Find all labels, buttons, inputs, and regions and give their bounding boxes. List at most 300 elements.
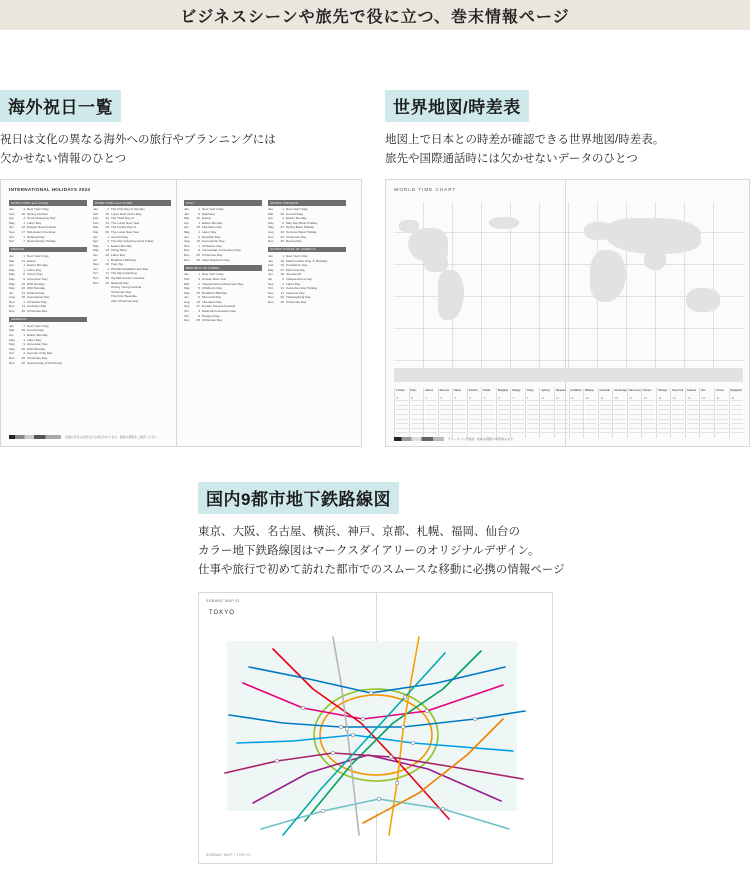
holiday-name: The Fourth Day of	[111, 225, 136, 230]
holiday-name: Summer Bank Holiday	[286, 230, 317, 235]
holiday-name: Christmas Day	[202, 318, 223, 323]
timezone-city-name: Bangkok	[497, 389, 508, 392]
subway-heading: 国内9都市地下鉄路線図	[198, 482, 399, 514]
holiday-row	[9, 309, 87, 314]
holiday-month: Dec	[184, 253, 190, 258]
holiday-day: 25	[196, 318, 200, 323]
holidays-description-line-2: 欠かせない情報のひとつ	[0, 153, 127, 165]
holiday-name: National Day	[27, 234, 45, 239]
holiday-day: 9	[198, 313, 200, 318]
holiday-name: Liberation Day	[202, 225, 222, 230]
holiday-name: Tuen Ng	[111, 262, 123, 267]
holiday-day: 1	[198, 230, 200, 235]
holiday-day: 1	[23, 263, 25, 268]
holiday-month: Feb	[9, 211, 15, 216]
landmass-india	[644, 250, 666, 270]
holiday-name: Independence Movement Day	[202, 281, 244, 286]
timezone-offset: -20	[585, 397, 589, 400]
timezone-city-name: Moscow	[439, 389, 450, 392]
timezone-hour-row	[541, 432, 553, 437]
holiday-month: Dec	[268, 234, 274, 239]
holiday-name: Chung Yeung Festival	[111, 285, 142, 290]
holiday-name: Easter	[202, 216, 211, 221]
landmass-asia	[606, 218, 701, 254]
holiday-month: Aug	[268, 230, 274, 235]
holiday-day: 1	[107, 257, 109, 262]
holiday-row	[268, 239, 346, 244]
holiday-country-header: GERMANY	[9, 317, 87, 323]
holiday-row	[184, 258, 262, 263]
timezone-offset: -17	[628, 397, 633, 400]
timezone-city-column	[627, 388, 642, 438]
timezone-city-name: Dhaka	[483, 389, 491, 392]
section-worldmap	[385, 90, 750, 447]
holidays-spread-title: INTERNATIONAL HOLIDAYS 2024	[9, 187, 91, 192]
timezone-offset: -3	[483, 397, 486, 400]
holiday-day: 13	[105, 220, 109, 225]
holiday-country-header: ITALY	[184, 200, 262, 206]
holiday-day: 29	[105, 225, 109, 230]
holiday-name: New Year's Day	[286, 207, 308, 212]
holiday-day: 9	[23, 342, 25, 347]
holiday-name: Christmas Day	[27, 355, 48, 360]
holiday-month: May	[93, 243, 99, 248]
holiday-day: 1	[107, 243, 109, 248]
holiday-day: 4	[282, 276, 284, 281]
holiday-day: 19	[21, 281, 25, 286]
holiday-name: New Year's Day	[286, 253, 308, 258]
holiday-name: Second Day of Christmas	[27, 360, 63, 365]
holiday-month: Jun	[184, 234, 189, 239]
holiday-month: Oct	[93, 271, 98, 276]
holiday-name: Whit Monday	[27, 286, 46, 291]
holiday-day: 20	[21, 286, 25, 291]
timezone-city-name: Vancouver	[628, 389, 641, 392]
holiday-month: Jul	[93, 257, 97, 262]
holiday-name: Columbus Day Holiday	[286, 286, 318, 291]
holiday-day: 5	[198, 286, 200, 291]
holiday-day: 26	[21, 360, 25, 365]
holiday-month: Dec	[184, 257, 190, 262]
holiday-name: All Saints' Day	[27, 299, 47, 304]
holiday-month: Jan	[184, 211, 189, 216]
holiday-name: National Day Holiday	[27, 239, 56, 244]
holiday-column	[268, 200, 346, 307]
holiday-month: May	[9, 342, 15, 347]
holiday-day: 27	[280, 225, 284, 230]
timezone-hour-row	[571, 432, 583, 437]
timezone-offset: +1	[541, 397, 545, 400]
holiday-day: 12	[105, 216, 109, 221]
holiday-month: Dec	[184, 318, 190, 323]
holiday-name: Labor Day	[27, 337, 42, 342]
holiday-month: May	[268, 267, 274, 272]
timezone-offset: -12	[701, 397, 705, 400]
holiday-name: Epiphany	[202, 211, 215, 216]
holiday-month: Sep	[184, 304, 190, 309]
subway-heading-wrap	[198, 482, 750, 514]
landmass-south-america	[438, 270, 464, 320]
holiday-day: 25	[280, 299, 284, 304]
timezone-offset: -16	[643, 397, 647, 400]
holiday-row	[93, 299, 171, 304]
timezone-offset: +2	[556, 397, 559, 400]
timezone-hour-row	[585, 432, 597, 437]
holiday-day: 1	[198, 272, 200, 277]
map-meridian	[568, 202, 569, 382]
timezone-city-name: New York	[672, 389, 684, 392]
holiday-month: Jan	[268, 258, 273, 263]
holiday-day: 17	[21, 230, 25, 235]
holiday-month: Dec	[268, 299, 274, 304]
holiday-day: 15	[21, 295, 25, 300]
holiday-month: Nov	[184, 243, 190, 248]
holiday-month: Feb	[268, 263, 274, 268]
holiday-name: Ching Ming	[111, 248, 127, 253]
holiday-day: 17	[196, 304, 200, 309]
timezone-city-name: Chicago	[657, 389, 668, 392]
worldmap-description-line-2: 旅先や国際通話時には欠かせないデータのひとつ	[385, 153, 638, 165]
holiday-name: Ascension Day	[27, 276, 48, 281]
holiday-day: 4	[107, 239, 109, 244]
timezone-offset: -13	[686, 397, 691, 400]
holiday-day	[102, 299, 109, 304]
timezone-city-name: Sydney	[541, 389, 550, 392]
holiday-month: Apr	[268, 216, 273, 221]
timezone-city-name: Rio	[701, 389, 706, 392]
subway-description-line-3: 仕事や旅行で初めて訪れた都市でのスムースな移動に必携の情報ページ	[198, 564, 565, 576]
holiday-name: Easter Monday	[27, 263, 48, 268]
holiday-day: 25	[280, 234, 284, 239]
holiday-month: May	[9, 286, 15, 291]
worldmap-description	[385, 131, 750, 169]
timezone-city-name: Midway	[585, 389, 594, 392]
timezone-city-column	[438, 388, 453, 438]
holiday-day: 25	[21, 309, 25, 314]
holiday-column	[93, 200, 171, 307]
timezone-city-name: Caracas	[686, 389, 697, 392]
holiday-day: 1	[198, 281, 200, 286]
holiday-name: Easter Monday	[286, 216, 307, 221]
holiday-month: Dec	[93, 280, 99, 285]
timezone-hour-row	[701, 432, 713, 437]
timezone-city-column	[656, 388, 671, 438]
timezone-offset: -1	[512, 397, 515, 400]
timezone-hour-row	[658, 432, 670, 437]
timezone-city-column	[394, 388, 409, 438]
timezone-city-name: Honolulu	[599, 389, 611, 392]
holiday-month: Mar	[9, 258, 15, 263]
holiday-month: Sep	[268, 281, 274, 286]
holiday-country-header: REPUBLIC OF KOREA	[184, 265, 262, 271]
holiday-month: Jan	[93, 207, 98, 212]
holiday-name: The First Day of January	[111, 207, 145, 212]
timezone-city-column	[598, 388, 613, 438]
holiday-day: 10	[21, 211, 25, 216]
landmass-africa	[590, 250, 626, 302]
holiday-month: Mar	[9, 328, 15, 333]
holiday-month: May	[9, 267, 15, 272]
timezone-offset: -8	[410, 397, 413, 400]
holiday-day: 18	[105, 262, 109, 267]
holiday-day: 29	[21, 328, 25, 333]
holiday-month: Jan	[9, 207, 14, 212]
holiday-name: Martin Luther King Jr. Birthday	[286, 258, 328, 263]
holiday-row	[268, 300, 346, 305]
holiday-name: The First Weekday	[111, 294, 137, 299]
holiday-name: HKSAR Establishment Day	[111, 266, 149, 271]
timezone-city-column	[612, 388, 627, 438]
holiday-month: Jun	[184, 295, 189, 300]
holiday-day: 10	[21, 225, 25, 230]
holiday-name: New Year's Day	[27, 323, 49, 328]
holiday-month: May	[9, 220, 15, 225]
timezone-city-name: Reykjavik	[730, 389, 742, 392]
holiday-day: 25	[196, 253, 200, 258]
holiday-day: 25	[21, 355, 25, 360]
holiday-month: Jul	[268, 276, 272, 281]
holiday-name: Presidents' Day	[286, 263, 308, 268]
timezone-city-name: Noumea	[556, 389, 566, 392]
timezone-offset: +3	[570, 397, 574, 400]
holiday-month: May	[9, 272, 15, 277]
holiday-name: Good Friday	[286, 211, 304, 216]
worldmap-heading: 世界地図/時差表	[385, 90, 529, 122]
holiday-name: New Year's Day	[202, 272, 224, 277]
holiday-day: 1	[23, 267, 25, 272]
holiday-day: 1	[107, 266, 109, 271]
timezone-city-column	[641, 388, 656, 438]
holiday-day: 6	[282, 220, 284, 225]
worldmap-footer-note: サマータイム実施国・地域は期間中1時間進みます。	[448, 437, 516, 441]
holiday-name: Independence Day	[286, 276, 312, 281]
holiday-month: May	[184, 286, 190, 291]
holiday-country-header: FRANCE	[9, 247, 87, 253]
holiday-month: Jan	[268, 207, 273, 212]
holiday-month: Nov	[268, 295, 274, 300]
holiday-name: Memorial Day	[286, 267, 306, 272]
holiday-month: Nov	[9, 304, 15, 309]
holiday-name: Republic Day	[202, 234, 221, 239]
subway-map-label: SUBWAY MAP 01	[206, 599, 241, 603]
holiday-day: 1	[23, 332, 25, 337]
holiday-column	[9, 200, 87, 368]
holiday-day: 9	[198, 276, 200, 281]
holiday-name: Thanksgiving Day	[286, 295, 311, 300]
holiday-name: Juneteenth	[286, 272, 302, 277]
holiday-day: 6	[198, 211, 200, 216]
holiday-name: Lunar New Year's Day	[111, 211, 142, 216]
spacer	[268, 304, 346, 307]
holiday-day: 1	[198, 207, 200, 212]
spacer	[184, 323, 262, 326]
holidays-description-line-1: 祝日は文化の異なる海外への旅行やプランニングには	[0, 134, 276, 146]
holiday-day: 2	[282, 281, 284, 286]
holiday-day: 25	[196, 225, 200, 230]
holiday-name: Easter Monday	[111, 243, 132, 248]
timezone-offset: -4	[468, 397, 471, 400]
holiday-name: Victory Day	[27, 272, 43, 277]
timezone-city-name: Auckland	[570, 389, 582, 392]
spread-gutter	[176, 180, 177, 446]
holiday-day: 14	[21, 290, 25, 295]
timezone-city-name: Karachi	[468, 389, 478, 392]
holiday-month: Mar	[184, 281, 190, 286]
banner-title: ビジネスシーンや旅先で役に立つ、巻末情報ページ	[180, 8, 570, 26]
holidays-spread-footer	[9, 435, 160, 439]
holiday-month: Apr	[93, 234, 98, 239]
timezone-city-column	[452, 388, 467, 438]
spacer	[9, 365, 87, 368]
timezone-offset: -2	[497, 397, 500, 400]
holiday-name: Christmas Day	[202, 253, 223, 258]
holiday-month: Apr	[9, 263, 14, 268]
timezone-city-column	[510, 388, 525, 438]
holiday-name: Immaculate Conception Day	[202, 248, 241, 253]
holiday-month: Feb	[93, 211, 99, 216]
holiday-name: Buddha's Birthday	[202, 290, 228, 295]
holiday-month: May	[9, 346, 15, 351]
holiday-day: 1	[198, 243, 200, 248]
timezone-hour-row	[629, 432, 641, 437]
holiday-day: 7	[23, 239, 25, 244]
timezone-city-column	[583, 388, 598, 438]
holiday-month: Jan	[184, 272, 189, 277]
subway-description	[198, 523, 750, 580]
timezone-offset: -5	[454, 397, 457, 400]
timezone-hour-row	[731, 432, 743, 437]
top-banner	[0, 0, 750, 30]
holiday-day: 1	[282, 216, 284, 221]
holiday-name: The Lunar New Year	[111, 230, 140, 235]
spacer	[93, 304, 171, 307]
timezone-hour-row	[716, 432, 728, 437]
section-subway	[198, 482, 750, 864]
holiday-country-header: UNITED KINGDOM	[268, 200, 346, 206]
holiday-month: Dec	[184, 248, 190, 253]
holiday-day: 3	[23, 351, 25, 356]
worldmap-heading-wrap	[385, 90, 750, 122]
timezone-offset: -7	[425, 397, 428, 400]
holiday-day: 8	[198, 248, 200, 253]
holiday-name: Korean New Year	[202, 276, 227, 281]
holiday-country-header: HONG KONG and CHINA	[93, 200, 171, 206]
timezone-hour-row	[687, 432, 699, 437]
holiday-day: 1	[282, 207, 284, 212]
holiday-name: Whit Monday	[27, 346, 46, 351]
holiday-day: 1	[23, 220, 25, 225]
holiday-name: Hangeul Day	[202, 313, 220, 318]
holiday-day: 11	[280, 290, 284, 295]
timezone-city-name: Paris	[410, 389, 417, 392]
timezone-offset: -18	[614, 397, 618, 400]
holiday-day: 1	[23, 323, 25, 328]
timezone-hour-row	[643, 432, 655, 437]
timezone-city-name: Anchorage	[614, 389, 627, 392]
holiday-day: 15	[196, 290, 200, 295]
holiday-day: 20	[21, 346, 25, 351]
holiday-day: 19	[280, 263, 284, 268]
holiday-name: German Unity Day	[27, 351, 53, 356]
holiday-name: Veterans Day	[286, 290, 305, 295]
landmass-antarctica	[394, 368, 743, 382]
world-map-graphic	[394, 202, 743, 382]
holiday-month: Oct	[268, 286, 273, 291]
holiday-day: 2	[198, 234, 200, 239]
holiday-name: Spring Festival	[27, 211, 48, 216]
color-bar	[9, 435, 61, 439]
timezone-hour-row	[672, 432, 684, 437]
timezone-city-name: Denver	[643, 389, 652, 392]
holiday-month: Jan	[9, 253, 14, 258]
holiday-day: 26	[280, 239, 284, 244]
holiday-month: Jan	[9, 323, 14, 328]
holiday-day: 1	[23, 253, 25, 258]
holiday-day: 29	[280, 211, 284, 216]
timezone-city-column	[569, 388, 584, 438]
holiday-month: Aug	[9, 295, 15, 300]
timezone-offset: -6	[439, 397, 442, 400]
timezone-hour-row	[527, 432, 539, 437]
holiday-name: New Year's Day	[27, 207, 49, 212]
holiday-day: 9	[23, 276, 25, 281]
timezone-city-name: Tokyo	[526, 389, 534, 392]
holiday-row	[184, 318, 262, 323]
timezone-city-column	[699, 388, 714, 438]
timezone-city-name: Azores	[716, 389, 725, 392]
holiday-day: 1	[282, 253, 284, 258]
holiday-month: Oct	[93, 266, 98, 271]
holiday-month: May	[184, 290, 190, 295]
timezone-offset: 0	[526, 397, 529, 400]
holiday-month: May	[268, 220, 274, 225]
holiday-day: 1	[23, 207, 25, 212]
holiday-month: Dec	[9, 355, 15, 360]
holiday-month: Mar	[268, 211, 274, 216]
holiday-month: Dec	[9, 360, 15, 365]
holiday-name: The Day Following	[111, 271, 137, 276]
holiday-name: Christmas Day	[286, 299, 307, 304]
holiday-day: 1	[23, 234, 25, 239]
timezone-offset: -11	[716, 397, 720, 400]
holiday-month: Jan	[184, 207, 189, 212]
timezone-city-column	[729, 388, 744, 438]
timezone-city-column	[525, 388, 540, 438]
holiday-month: Mar	[93, 225, 99, 230]
holiday-name: Labor Day	[111, 253, 126, 258]
map-meridian	[510, 202, 511, 382]
holiday-day: 26	[280, 230, 284, 235]
holiday-month: Sep	[9, 230, 15, 235]
holiday-name: National Day	[27, 290, 45, 295]
holiday-month: Nov	[268, 290, 274, 295]
timezone-city-name: London	[396, 389, 405, 392]
holiday-month: May	[9, 281, 15, 286]
holiday-day: 10	[105, 253, 109, 258]
holiday-month: Jun	[93, 253, 98, 258]
subway-map-graphic	[213, 623, 540, 848]
timezone-city-name: Athens	[425, 389, 434, 392]
holiday-day: 25	[105, 276, 109, 280]
section-holidays	[0, 90, 362, 447]
holiday-month: Apr	[184, 220, 189, 225]
holiday-name: Easter	[27, 258, 36, 263]
holiday-month: Apr	[9, 216, 14, 221]
holidays-footer-note: 各国の祝日は変更される場合があります。最新の情報をご確認ください。	[65, 435, 161, 439]
subway-spread-image	[198, 592, 553, 864]
holiday-day: 15	[105, 248, 109, 253]
timezone-hour-row	[556, 432, 568, 437]
